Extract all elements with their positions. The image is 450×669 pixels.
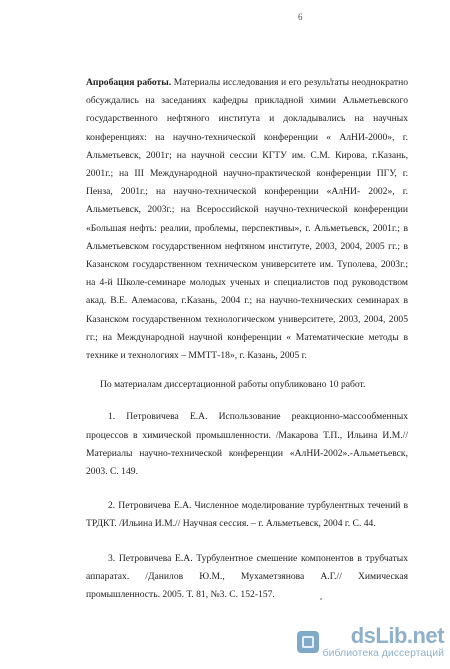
book-icon [297,631,319,653]
publication-item-3: 3. Петровичева Е.А. Турбулентное смешение компонентов в трубчатых аппаратах. /Данилов Ю.М., Мухаметзянова А.Г.// Химическая промышленность. 2005. Т. 81, №3. С. 152-157. [86,552,408,601]
approbation-paragraph [86,74,408,365]
watermark-brand: dsLib.net [350,623,444,648]
watermark-text [323,625,444,659]
publication-item-1: 1. Петровичева Е.А. Использование реакционно-массообменных процессов в химической промышленности. /Макарова Т.П., Ильина И.М.// Материалы научно-технической конференции «АлНИ-2002».-Альметьевск, 2003. С. 149. [86,411,408,478]
approbation-text: Материалы исследования и его результаты неоднократно обсуждались на заседаниях кафедры прикладной химии Альметьевского государственного нефтяного института и докладывались на научных конференциях: на научно-технической конференции « АлНИ-2000», г. Альметьевск, 2001г; на научной сессии КГТУ им. С.М. Кирова, г.Казань, 2001г.; на III Международной научно-практической конференции ПГУ, г. Пенза, 2001г.; на научно-технической конференции «АлНИ- 2002», г. Альметьевск, 2003г.; на Всероссийской научно-технической конференции «Большая нефть: реалии, проблемы, перспективы», г. Альметьевск, 2001г.; в Альметьевском государственном нефтяном институте, 2003, 2004, 2005 гг.; в Казанском государственном техническом университете им. Туполева, 2003г.; на 4-й Школе-семинаре молодых ученых и специалистов под руководством акад. В.Е. Алемасова, г.Казань, 2004 г.; на научно-технических семинарах в Казанском государственном технологическом университете, 2003, 2004, 2005 гг.; на Международной научной конференции « Математические методы в технике и технологиях – ММТТ-18», г. Казань, 2005 г. [86,77,408,362]
watermark-subtitle: библиотека диссертаций [322,647,444,659]
approbation-heading: Апробация работы. [86,77,172,88]
page-mark: 6 [298,12,303,22]
publications-summary: По материалам диссертационной работы опубликовано 10 работ. [100,379,366,391]
dslib-watermark[interactable] [297,625,444,659]
document-body [86,74,408,604]
publication-item-2: 2. Петровичева Е.А. Численное моделирование турбулентных течений в ТРДКТ. /Ильина И.М.// Научная сессия. – г. Альметьевск, 2004 г. С. 44. [86,500,408,530]
